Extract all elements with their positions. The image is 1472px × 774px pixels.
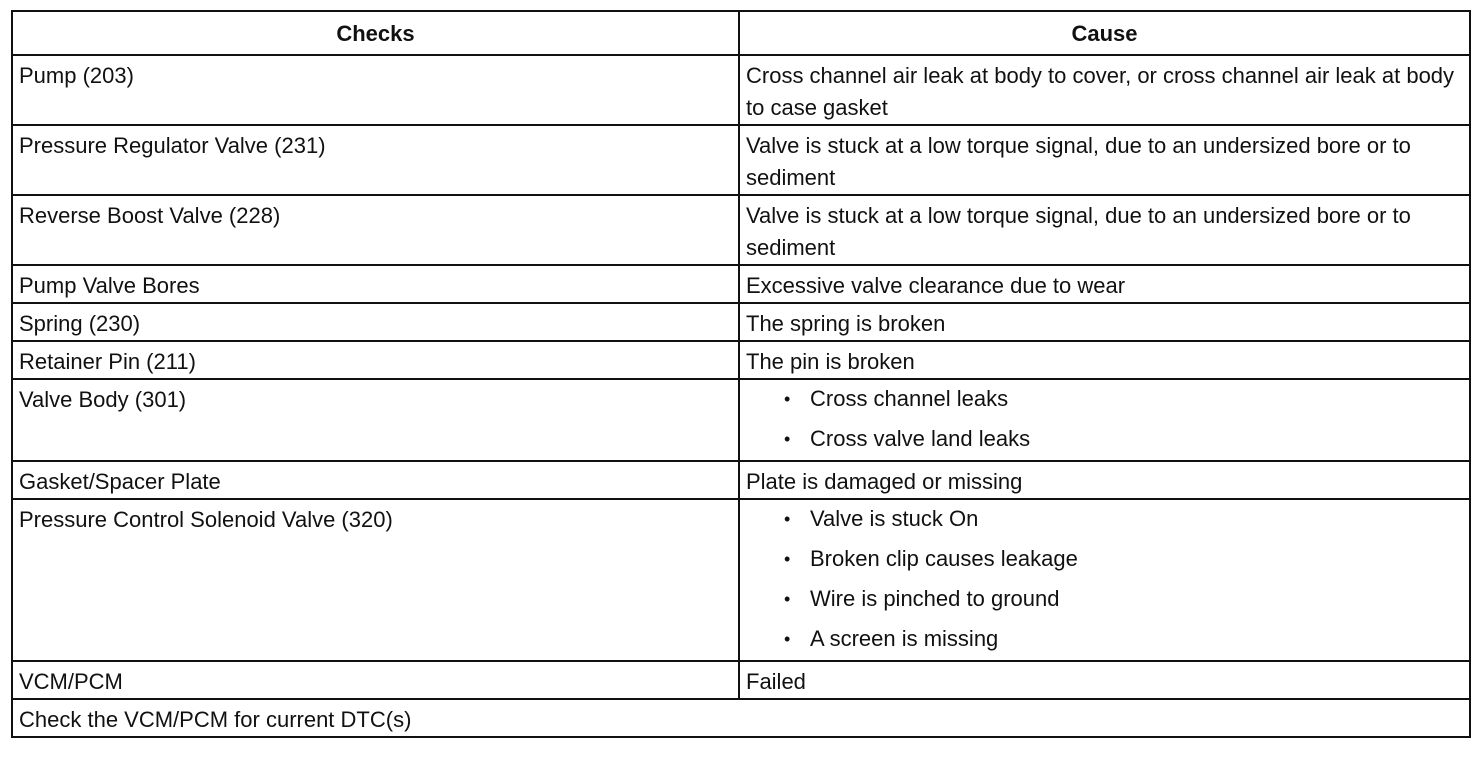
check-text: Reverse Boost Valve (228) bbox=[19, 203, 281, 228]
cause-item-text: Cross channel leaks bbox=[810, 386, 1009, 411]
cause-text: Cross channel air leak at body to cover, or cross channel air leak at body to case gasket bbox=[746, 63, 1455, 120]
cause-text: Plate is damaged or missing bbox=[746, 469, 1023, 494]
list-item bbox=[780, 620, 1463, 660]
bullet-icon: • bbox=[784, 589, 791, 609]
cause-item-text: Wire is pinched to ground bbox=[810, 586, 1060, 611]
check-text: Pump Valve Bores bbox=[19, 273, 200, 298]
check-cell bbox=[12, 661, 739, 699]
check-cell bbox=[12, 499, 739, 661]
bullet-icon: • bbox=[784, 509, 791, 529]
check-text: Spring (230) bbox=[19, 311, 141, 336]
cause-cell bbox=[739, 461, 1470, 499]
cause-text: Excessive valve clearance due to wear bbox=[746, 273, 1126, 298]
header-checks: Checks bbox=[12, 11, 739, 55]
cause-cell bbox=[739, 303, 1470, 341]
check-text: Valve Body (301) bbox=[19, 387, 187, 412]
diagnostic-table bbox=[11, 10, 1471, 738]
check-text: Gasket/Spacer Plate bbox=[19, 469, 221, 494]
table-row bbox=[12, 499, 1470, 661]
cause-text: The pin is broken bbox=[746, 349, 915, 374]
list-item bbox=[780, 540, 1463, 580]
check-cell bbox=[12, 55, 739, 125]
list-item bbox=[780, 380, 1463, 420]
check-cell bbox=[12, 265, 739, 303]
cause-item-text: A screen is missing bbox=[810, 626, 999, 651]
cause-cell bbox=[739, 195, 1470, 265]
cause-cell bbox=[739, 341, 1470, 379]
table-footer-row bbox=[12, 699, 1470, 737]
table-row bbox=[12, 661, 1470, 699]
cause-item-text: Broken clip causes leakage bbox=[810, 546, 1078, 571]
check-cell bbox=[12, 195, 739, 265]
check-text: Retainer Pin (211) bbox=[19, 349, 196, 374]
check-cell bbox=[12, 303, 739, 341]
table-row bbox=[12, 195, 1470, 265]
table-row bbox=[12, 379, 1470, 461]
check-cell bbox=[12, 379, 739, 461]
table-row bbox=[12, 341, 1470, 379]
check-text: VCM/PCM bbox=[19, 669, 123, 694]
cause-item-text: Valve is stuck On bbox=[810, 506, 979, 531]
cause-text: Failed bbox=[746, 669, 806, 694]
bullet-icon: • bbox=[784, 629, 791, 649]
bullet-icon: • bbox=[784, 429, 791, 449]
cause-text: Valve is stuck at a low torque signal, due to an undersized bore or to sediment bbox=[746, 133, 1411, 190]
cause-cell bbox=[739, 125, 1470, 195]
cause-bullet-list bbox=[746, 500, 1463, 660]
cause-cell bbox=[739, 55, 1470, 125]
cause-text: Valve is stuck at a low torque signal, due to an undersized bore or to sediment bbox=[746, 203, 1411, 260]
check-cell bbox=[12, 461, 739, 499]
cause-cell bbox=[739, 499, 1470, 661]
table-row bbox=[12, 55, 1470, 125]
check-text: Pump (203) bbox=[19, 63, 134, 88]
header-cause: Cause bbox=[739, 11, 1470, 55]
list-item bbox=[780, 420, 1463, 460]
check-cell bbox=[12, 341, 739, 379]
table-row bbox=[12, 125, 1470, 195]
table-header-row bbox=[12, 11, 1470, 55]
table-row bbox=[12, 303, 1470, 341]
footer-note: Check the VCM/PCM for current DTC(s) bbox=[19, 707, 412, 732]
cause-cell bbox=[739, 265, 1470, 303]
list-item bbox=[780, 500, 1463, 540]
list-item bbox=[780, 580, 1463, 620]
footer-cell bbox=[12, 699, 1470, 737]
check-cell bbox=[12, 125, 739, 195]
cause-text: The spring is broken bbox=[746, 311, 946, 336]
check-text: Pressure Regulator Valve (231) bbox=[19, 133, 326, 158]
table-row bbox=[12, 461, 1470, 499]
table-row bbox=[12, 265, 1470, 303]
cause-bullet-list bbox=[746, 380, 1463, 460]
cause-item-text: Cross valve land leaks bbox=[810, 426, 1031, 451]
bullet-icon: • bbox=[784, 389, 791, 409]
cause-cell bbox=[739, 379, 1470, 461]
bullet-icon: • bbox=[784, 549, 791, 569]
cause-cell bbox=[739, 661, 1470, 699]
check-text: Pressure Control Solenoid Valve (320) bbox=[19, 507, 393, 532]
